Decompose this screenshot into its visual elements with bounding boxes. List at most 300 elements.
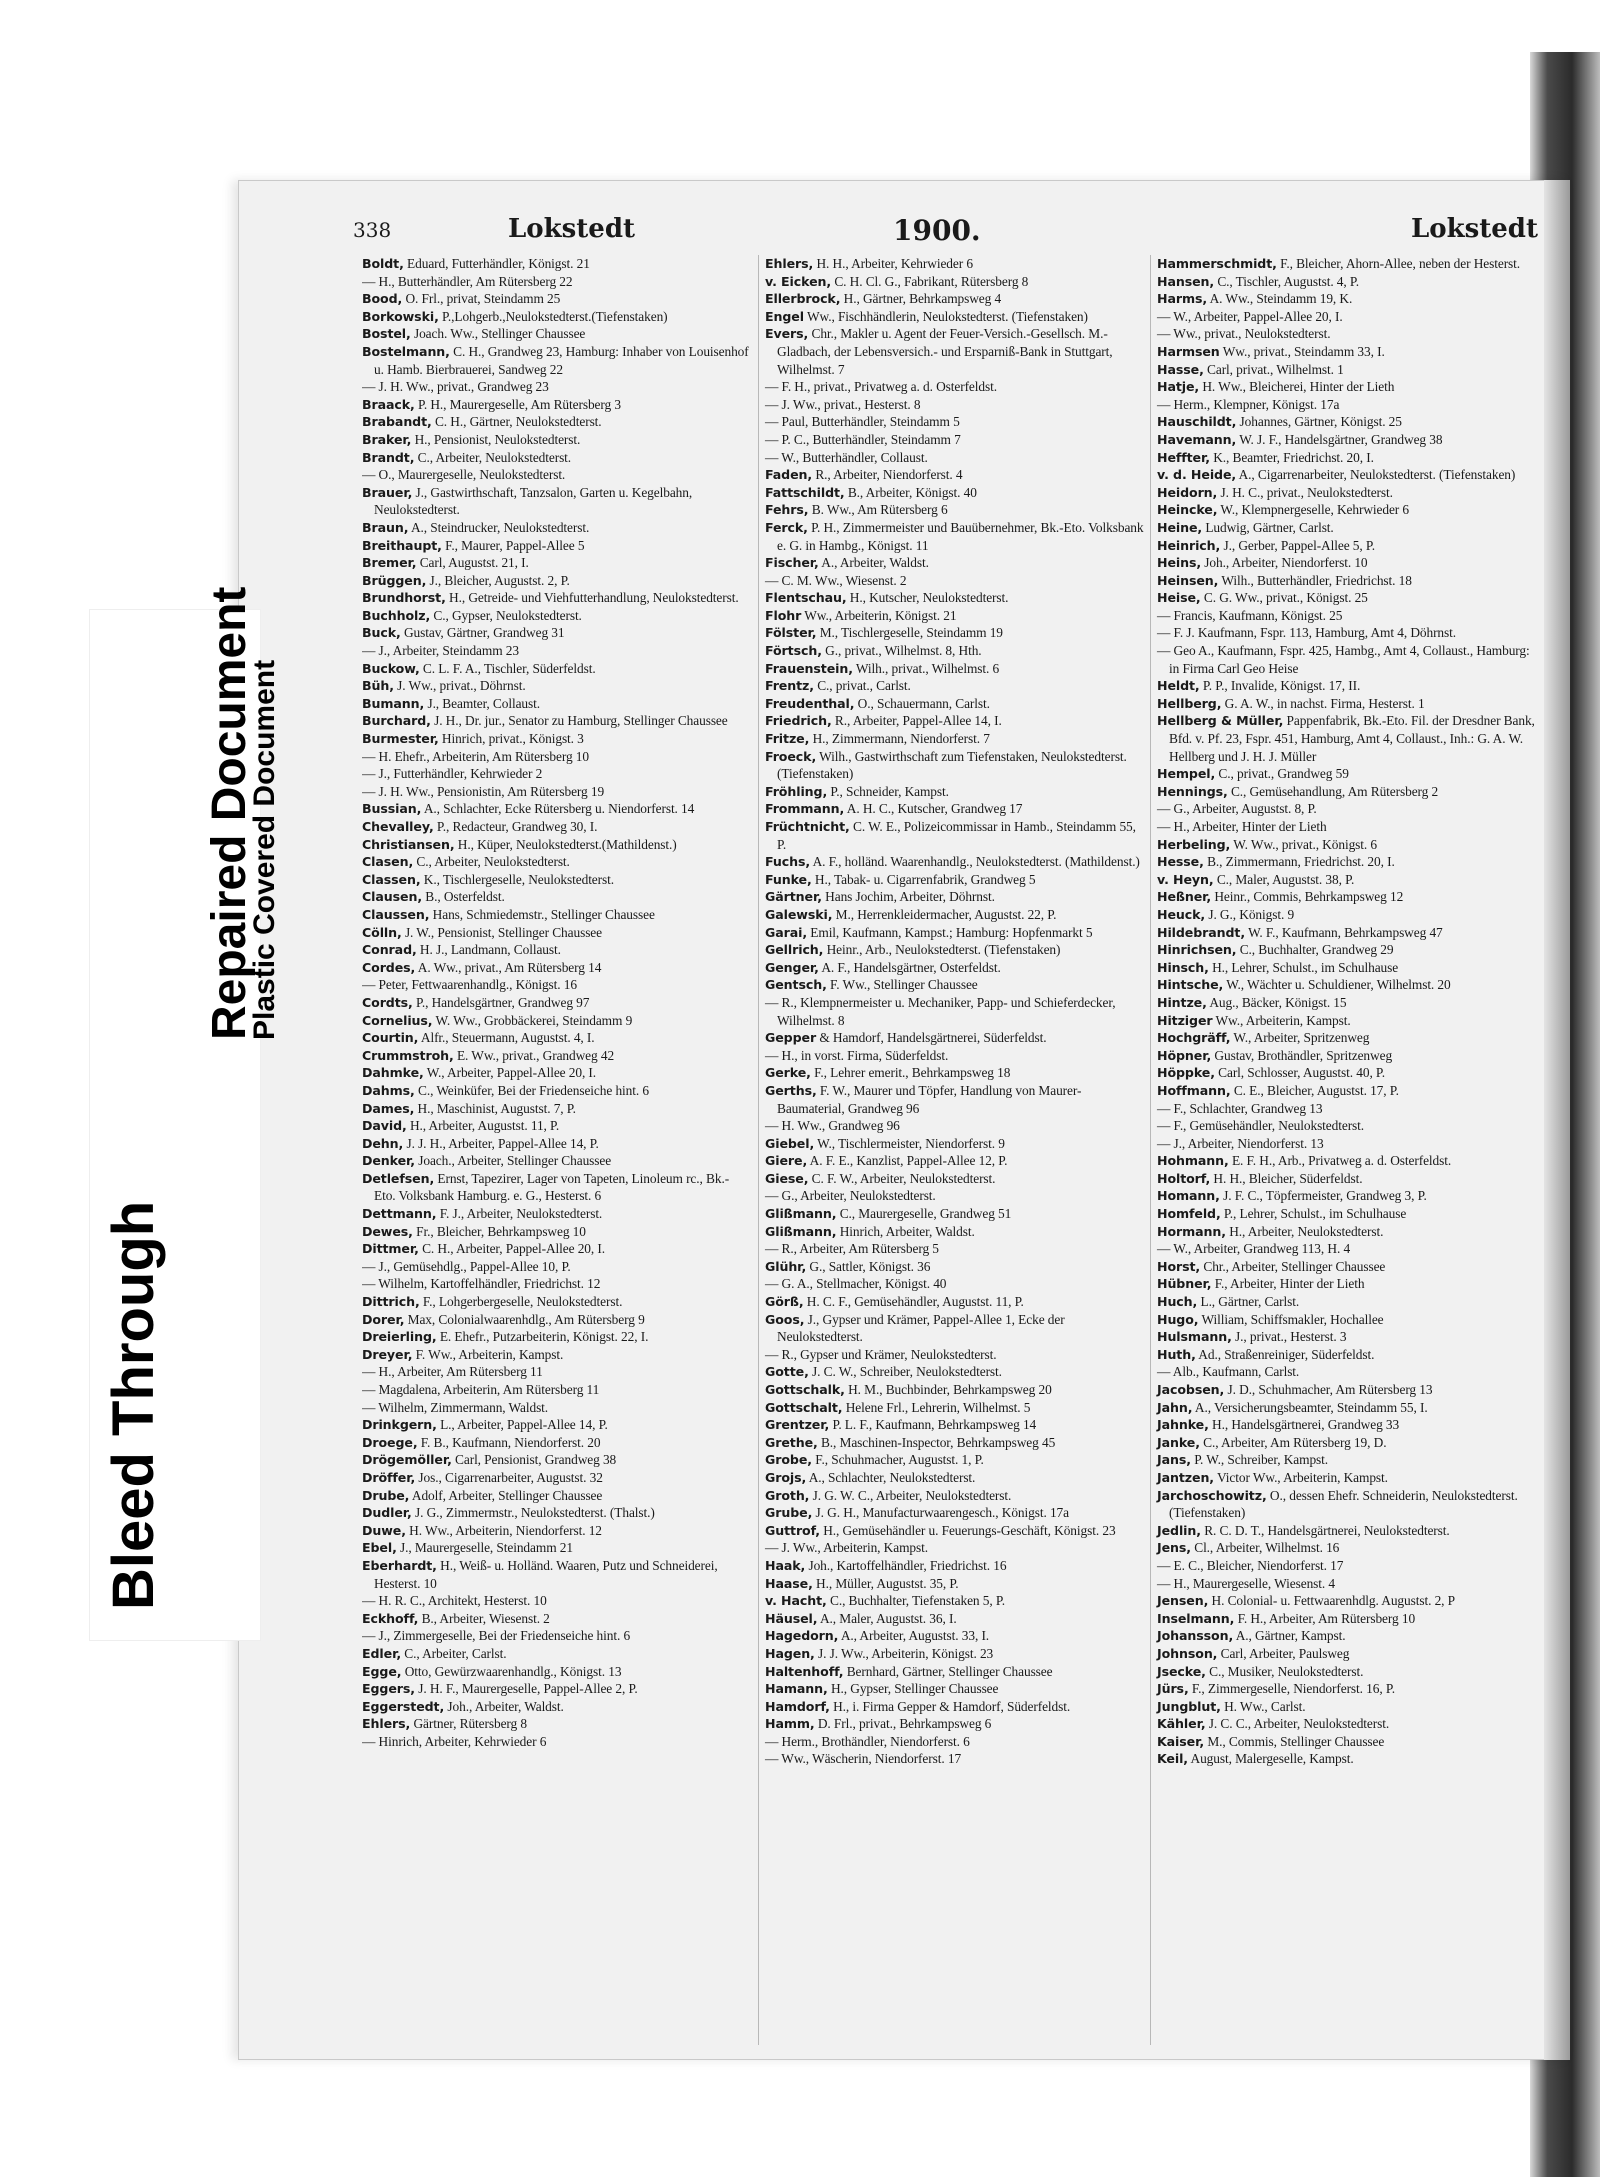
- entry-details: Bernhard, Gärtner, Stellinger Chaussee: [846, 1663, 1053, 1679]
- entry-details: D. Frl., privat., Behrkampsweg 6: [817, 1716, 992, 1732]
- entry-details: H., Lehrer, Schulst., im Schulhause: [1212, 959, 1399, 975]
- entry-surname: Brabandt,: [362, 414, 432, 430]
- entry-surname: Johansson,: [1157, 1628, 1234, 1644]
- entry-surname: Heidorn,: [1157, 484, 1218, 500]
- entry-details: C., Tischler, Augustst. 4, P.: [1217, 273, 1360, 289]
- entry-details: J. G., Zimmermstr., Neulokstedterst. (Thalst.): [415, 1505, 655, 1521]
- entry-surname: Hellberg,: [1157, 695, 1222, 711]
- entry-surname: Cornelius,: [362, 1012, 433, 1028]
- entry-details: O., dessen Ehefr. Schneiderin, Neulokstedterst. (Tiefenstaken): [1169, 1487, 1518, 1521]
- entry-details: — Wilhelm, Zimmermann, Waldst.: [362, 1399, 549, 1415]
- entry-details: J., Gypser und Krämer, Pappel-Allee 1, Ecke der Neulokstedterst.: [777, 1311, 1065, 1345]
- directory-entry: [1157, 624, 1539, 642]
- entry-surname: Glühr,: [765, 1258, 807, 1274]
- entry-details: P., Lehrer, Schulst., im Schulhause: [1223, 1206, 1407, 1222]
- directory-entry: [362, 765, 750, 783]
- directory-entry: [362, 836, 750, 854]
- entry-details: H., Weiß- u. Holländ. Waaren, Putz und Schneiderei, Hesterst. 10: [374, 1557, 718, 1591]
- entry-surname: Conrad,: [362, 942, 417, 958]
- entry-surname: Jarchoschowitz,: [1157, 1487, 1267, 1503]
- entry-details: P., Schneider, Kampst.: [830, 783, 949, 799]
- directory-entry: [362, 1715, 750, 1733]
- directory-entry: [765, 1346, 1147, 1364]
- entry-details: Ww., Fischhändlerin, Neulokstedterst. (Tiefenstaken): [806, 308, 1088, 324]
- entry-surname: Fölster,: [765, 625, 817, 641]
- directory-entry: [765, 1575, 1147, 1593]
- entry-details: — H. R. C., Architekt, Hesterst. 10: [362, 1593, 547, 1609]
- entry-details: C., Maurergeselle, Grandweg 51: [839, 1206, 1012, 1222]
- entry-details: J., Gerber, Pappel-Allee 5, P.: [1223, 537, 1376, 553]
- directory-entry: [765, 695, 1147, 713]
- entry-details: — H., Maurergeselle, Wiesenst. 4: [1157, 1575, 1335, 1591]
- entry-details: — Alb., Kaufmann, Carlst.: [1157, 1364, 1300, 1380]
- directory-entry: [765, 396, 1147, 414]
- entry-details: B., Zimmermann, Friedrichst. 20, I.: [1207, 854, 1395, 870]
- entry-details: A. H. C., Kutscher, Grandweg 17: [846, 801, 1023, 817]
- entry-surname: Brundhorst,: [362, 590, 446, 606]
- entry-details: Hans Jochim, Arbeiter, Döhrnst.: [825, 889, 995, 905]
- directory-entry: [765, 325, 1147, 378]
- entry-surname: Brüggen,: [362, 572, 427, 588]
- entry-details: Aug., Bäcker, Königst. 15: [1209, 994, 1347, 1010]
- entry-details: F. W., Maurer und Töpfer, Handlung von Maurer-Baumaterial, Grandweg 96: [777, 1082, 1082, 1116]
- directory-entry: [1157, 1363, 1539, 1381]
- directory-entry: [362, 378, 750, 396]
- entry-details: J. J. Ww., Arbeiterin, Königst. 23: [818, 1645, 994, 1661]
- directory-entry: [362, 924, 750, 942]
- entry-surname: Dittmer,: [362, 1241, 419, 1257]
- directory-entry: [765, 1451, 1147, 1469]
- directory-entry: [765, 660, 1147, 678]
- entry-details: R. C. D. T., Handelsgärtnerei, Neulokstedterst.: [1204, 1522, 1450, 1538]
- directory-entry: [362, 994, 750, 1012]
- entry-details: H. C. F., Gemüsehändler, Augustst. 11, P.: [806, 1294, 1024, 1310]
- directory-entry: [1157, 1064, 1539, 1082]
- entry-surname: Harmsen: [1157, 343, 1220, 359]
- directory-entry: [362, 1469, 750, 1487]
- entry-surname: Dettmann,: [362, 1206, 437, 1222]
- entry-details: H. H., Arbeiter, Kehrwieder 6: [816, 256, 973, 271]
- directory-entry: [1157, 519, 1539, 537]
- directory-entry: [1157, 1047, 1539, 1065]
- directory-entry: [1157, 484, 1539, 502]
- entry-surname: Jürs,: [1157, 1681, 1189, 1697]
- directory-entry: [362, 572, 750, 590]
- directory-entry: [765, 378, 1147, 396]
- directory-entry: [1157, 361, 1539, 379]
- entry-details: C. H., Gärtner, Neulokstedterst.: [434, 414, 602, 430]
- directory-entry: [362, 1522, 750, 1540]
- directory-entry: [765, 1539, 1147, 1557]
- entry-surname: Dahms,: [362, 1082, 415, 1098]
- page-binding-edge: [1544, 180, 1570, 2060]
- entry-surname: Gepper: [765, 1030, 817, 1046]
- directory-entry: [362, 1399, 750, 1417]
- directory-entry: [362, 1152, 750, 1170]
- entry-details: H., Gärtner, Behrkampsweg 4: [843, 291, 1002, 307]
- entry-surname: Hauschildt,: [1157, 414, 1237, 430]
- directory-entry: [765, 1064, 1147, 1082]
- entry-details: — J., Zimmergeselle, Bei der Friedenseiche hint. 6: [362, 1628, 631, 1644]
- directory-entry: [765, 1152, 1147, 1170]
- entry-surname: Flohr: [765, 607, 802, 623]
- directory-entry: [1157, 1663, 1539, 1681]
- directory-entry: [765, 1750, 1147, 1768]
- entry-surname: Buck,: [362, 625, 401, 641]
- entry-surname: Classen,: [362, 871, 421, 887]
- entry-details: C., Gemüsehandlung, Am Rütersberg 2: [1230, 783, 1439, 799]
- directory-entry: [362, 712, 750, 730]
- directory-entry: [1157, 906, 1539, 924]
- entry-surname: Brauer,: [362, 484, 413, 500]
- entry-surname: Inselmann,: [1157, 1610, 1235, 1626]
- entry-surname: Gentsch,: [765, 977, 827, 993]
- directory-entry: [1157, 1539, 1539, 1557]
- entry-surname: Kaiser,: [1157, 1733, 1205, 1749]
- directory-entry: [1157, 1592, 1539, 1610]
- entry-surname: Edler,: [362, 1645, 402, 1661]
- entry-surname: Heffter,: [1157, 449, 1210, 465]
- entry-surname: Höpner,: [1157, 1047, 1212, 1063]
- directory-entry: [362, 484, 750, 519]
- entry-surname: Hamdorf,: [765, 1698, 830, 1714]
- entry-surname: Gärtner,: [765, 889, 822, 905]
- directory-entry: [765, 1258, 1147, 1276]
- directory-entry: [1157, 607, 1539, 625]
- entry-surname: Chevalley,: [362, 819, 434, 834]
- directory-column-2: [758, 255, 1147, 2045]
- entry-details: H., Küper, Neulokstedterst.(Mathildenst.): [457, 836, 677, 852]
- entry-surname: Braker,: [362, 431, 412, 447]
- directory-entry: [362, 1223, 750, 1241]
- entry-surname: Haak,: [765, 1557, 806, 1573]
- entry-surname: Grentzer,: [765, 1417, 830, 1433]
- entry-details: Jos., Cigarrenarbeiter, Augustst. 32: [418, 1469, 603, 1485]
- entry-details: — Paul, Butterhändler, Steindamm 5: [765, 414, 960, 430]
- entry-details: P. P., Invalide, Königst. 17, II.: [1202, 678, 1361, 694]
- entry-surname: Fehrs,: [765, 502, 809, 518]
- directory-entry: [1157, 537, 1539, 555]
- entry-surname: Dittrich,: [362, 1294, 420, 1310]
- entry-details: — F., Schlachter, Grandweg 13: [1157, 1100, 1323, 1116]
- entry-details: A., Versicherungsbeamter, Steindamm 55, I.: [1194, 1399, 1428, 1415]
- entry-surname: Grojs,: [765, 1469, 807, 1485]
- entry-details: — W., Butterhändler, Collaust.: [765, 449, 928, 465]
- directory-entry: [362, 431, 750, 449]
- directory-entry: [362, 941, 750, 959]
- directory-entry: [1157, 1346, 1539, 1364]
- directory-entry: [765, 273, 1147, 291]
- entry-surname: Hagen,: [765, 1645, 815, 1661]
- entry-details: M., Commis, Stellinger Chaussee: [1207, 1733, 1385, 1749]
- directory-entry: [765, 924, 1147, 942]
- directory-entry: [765, 1223, 1147, 1241]
- directory-entry: [765, 888, 1147, 906]
- directory-entry: [765, 449, 1147, 467]
- directory-entry: [362, 1170, 750, 1205]
- entry-details: G. A. W., in nachst. Firma, Hesterst. 1: [1224, 695, 1425, 711]
- entry-details: H., Arbeiter, Neulokstedterst.: [1229, 1223, 1384, 1239]
- directory-entry: [765, 1610, 1147, 1628]
- entry-details: C., Arbeiter, Neulokstedterst.: [417, 449, 572, 465]
- directory-entry: [1157, 378, 1539, 396]
- directory-column-3: [1150, 255, 1539, 2045]
- directory-entry: [362, 976, 750, 994]
- entry-details: — F., Gemüsehändler, Neulokstedterst.: [1157, 1118, 1365, 1134]
- entry-details: W., Wächter u. Schuldiener, Wilhelmst. 20: [1226, 977, 1451, 993]
- directory-entry: [1157, 1575, 1539, 1593]
- entry-details: P., Handelsgärtner, Grandweg 97: [415, 994, 590, 1010]
- directory-entry: [765, 1698, 1147, 1716]
- entry-surname: Höppke,: [1157, 1065, 1215, 1081]
- entry-surname: Bumann,: [362, 695, 425, 711]
- entry-surname: Johnson,: [1157, 1645, 1218, 1661]
- entry-details: Ww., Arbeiterin, Königst. 21: [804, 607, 957, 623]
- directory-entry: [362, 959, 750, 977]
- entry-details: H., Müller, Augustst. 35, P.: [816, 1575, 959, 1591]
- entry-details: J., Beamter, Collaust.: [427, 695, 541, 711]
- entry-surname: Faden,: [765, 467, 813, 483]
- directory-entry: [765, 1205, 1147, 1223]
- directory-entry: [1157, 853, 1539, 871]
- directory-entry: [765, 1434, 1147, 1452]
- directory-entry: [362, 255, 750, 273]
- directory-entry: [1157, 871, 1539, 889]
- entry-surname: Braack,: [362, 396, 415, 412]
- directory-entry: [1157, 1258, 1539, 1276]
- entry-details: Gärtner, Rütersberg 8: [413, 1716, 527, 1732]
- directory-entry: [362, 1557, 750, 1592]
- entry-details: G., privat., Wilhelmst. 8, Hth.: [825, 643, 982, 659]
- entry-details: G., Sattler, Königst. 36: [809, 1258, 931, 1274]
- entry-details: Johannes, Gärtner, Königst. 25: [1239, 414, 1402, 430]
- label-repaired-document: Repaired Document: [203, 586, 256, 1040]
- entry-surname: Holtorf,: [1157, 1170, 1211, 1186]
- directory-entry: [1157, 1715, 1539, 1733]
- entry-details: H. Ww., Bleicherei, Hinter der Lieth: [1202, 379, 1395, 395]
- directory-entry: [362, 1663, 750, 1681]
- directory-entry: [1157, 1698, 1539, 1716]
- entry-details: Helene Frl., Lehrerin, Wilhelmst. 5: [845, 1399, 1031, 1415]
- entry-details: A., Steindrucker, Neulokstedterst.: [410, 519, 590, 535]
- entry-surname: Büh,: [362, 678, 394, 694]
- directory-entry: [765, 1715, 1147, 1733]
- directory-entry: [765, 783, 1147, 801]
- entry-details: F., Schuhmacher, Augustst. 1, P.: [815, 1452, 984, 1468]
- entry-details: C., Buchhalter, Tiefenstaken 5, P.: [829, 1593, 1005, 1609]
- directory-entry: [1157, 1434, 1539, 1452]
- entry-details: Hans, Schmiedemstr., Stellinger Chaussee: [432, 906, 655, 922]
- directory-entry: [765, 1363, 1147, 1381]
- entry-surname: Hinrichsen,: [1157, 942, 1237, 958]
- entry-details: Ww., privat., Steindamm 33, I.: [1222, 343, 1385, 359]
- entry-details: A., Arbeiter, Augustst. 33, I.: [840, 1628, 990, 1644]
- entry-details: J., Bleicher, Augustst. 2, P.: [429, 572, 570, 588]
- entry-details: H., Gemüsehändler u. Feuerungs-Geschäft, Königst. 23: [823, 1522, 1116, 1538]
- entry-details: A. Ww., privat., Am Rütersberg 14: [417, 959, 602, 975]
- entry-details: R., Arbeiter, Pappel-Allee 14, I.: [834, 713, 1002, 729]
- entry-surname: Hellberg & Müller,: [1157, 713, 1284, 729]
- entry-details: William, Schiffsmakler, Hochallee: [1201, 1311, 1384, 1327]
- entry-details: — R., Gypser und Krämer, Neulokstedterst.: [765, 1346, 997, 1362]
- entry-details: Fr., Bleicher, Behrkampsweg 10: [416, 1223, 586, 1239]
- entry-details: C., Arbeiter, Neulokstedterst.: [416, 854, 570, 870]
- entry-details: — Herm., Brothändler, Niendorferst. 6: [765, 1733, 970, 1749]
- entry-details: C., privat., Carlst.: [817, 678, 911, 694]
- entry-details: — J., Gemüsehdlg., Pappel-Allee 10, P.: [362, 1258, 571, 1274]
- directory-entry: [362, 1064, 750, 1082]
- entry-details: J. G., Königst. 9: [1208, 906, 1295, 922]
- directory-entry: [362, 413, 750, 431]
- entry-details: — O., Maurergeselle, Neulokstedterst.: [362, 467, 566, 483]
- directory-entry: [1157, 836, 1539, 854]
- entry-surname: Jans,: [1157, 1452, 1191, 1468]
- entry-surname: Groth,: [765, 1487, 810, 1503]
- directory-entry: [765, 818, 1147, 853]
- entry-details: — Wilhelm, Kartoffelhändler, Friedrichst. 12: [362, 1276, 601, 1292]
- directory-entry: [765, 308, 1147, 326]
- entry-details: F., Maurer, Pappel-Allee 5: [445, 537, 585, 553]
- entry-details: J. H., Dr. jur., Senator zu Hamburg, Stellinger Chaussee: [434, 713, 728, 729]
- entry-surname: Dehn,: [362, 1135, 404, 1151]
- entry-details: — G., Arbeiter, Augustst. 8, P.: [1157, 801, 1317, 817]
- entry-surname: Dorer,: [362, 1311, 405, 1327]
- label-plastic-covered: Plastic Covered Document: [248, 659, 281, 1040]
- directory-entry: [362, 1135, 750, 1153]
- directory-entry: [362, 1275, 750, 1293]
- entry-surname: Dreyer,: [362, 1346, 413, 1362]
- directory-entry: [362, 888, 750, 906]
- entry-details: J. G. H., Manufacturwaarengesch., Königst. 17a: [815, 1505, 1069, 1521]
- entry-surname: Hamm,: [765, 1716, 815, 1732]
- entry-details: — Hinrich, Arbeiter, Kehrwieder 6: [362, 1733, 547, 1749]
- entry-surname: Förtsch,: [765, 643, 822, 659]
- directory-entry: [1157, 1240, 1539, 1258]
- entry-details: — J., Futterhändler, Kehrwieder 2: [362, 766, 543, 782]
- directory-entry: [765, 1170, 1147, 1188]
- directory-entry: [1157, 994, 1539, 1012]
- entry-surname: Giese,: [765, 1170, 809, 1186]
- entry-surname: Hintsche,: [1157, 977, 1224, 993]
- directory-entry: [1157, 1082, 1539, 1100]
- directory-entry: [1157, 1416, 1539, 1434]
- entry-details: C. H. Cl. G., Fabrikant, Rütersberg 8: [834, 273, 1029, 289]
- entry-details: A., Maler, Augustst. 36, I.: [819, 1610, 957, 1626]
- entry-surname: Hitziger: [1157, 1012, 1213, 1028]
- entry-surname: Cordes,: [362, 959, 416, 975]
- entry-details: C. H., Arbeiter, Pappel-Allee 20, I.: [422, 1241, 605, 1257]
- entry-surname: Haase,: [765, 1575, 813, 1591]
- entry-details: E. Ww., privat., Grandweg 42: [456, 1047, 615, 1063]
- entry-surname: Friedrich,: [765, 713, 832, 729]
- entry-details: B., Arbeiter, Wiesenst. 2: [421, 1610, 550, 1626]
- directory-entry: [765, 712, 1147, 730]
- entry-surname: v. Heyn,: [1157, 871, 1214, 887]
- directory-entry: [362, 1451, 750, 1469]
- directory-entry: [362, 906, 750, 924]
- entry-details: Victor Ww., Arbeiterin, Kampst.: [1217, 1469, 1388, 1485]
- directory-entry: [1157, 466, 1539, 484]
- entry-surname: Clasen,: [362, 854, 414, 870]
- entry-details: H., Maschinist, Augustst. 7, P.: [417, 1100, 576, 1116]
- entry-details: C., Maler, Augustst. 38, P.: [1216, 871, 1355, 887]
- entry-surname: Goos,: [765, 1311, 805, 1327]
- directory-entry: [1157, 783, 1539, 801]
- entry-details: Hinrich, privat., Königst. 3: [441, 731, 584, 747]
- entry-details: C. E., Bleicher, Augustst. 17, P.: [1233, 1082, 1399, 1098]
- entry-details: — H., Arbeiter, Hinter der Lieth: [1157, 819, 1327, 834]
- directory-entry: [765, 1680, 1147, 1698]
- directory-entry: [362, 1504, 750, 1522]
- entry-surname: Braun,: [362, 519, 409, 535]
- directory-entry: [1157, 1522, 1539, 1540]
- entry-surname: Eggers,: [362, 1681, 415, 1697]
- directory-entry: [765, 1663, 1147, 1681]
- directory-entry: [362, 1047, 750, 1065]
- entry-details: C., Gypser, Neulokstedterst.: [433, 607, 582, 623]
- entry-details: A., Gärtner, Kampst.: [1235, 1628, 1346, 1644]
- directory-entry: [362, 1610, 750, 1628]
- entry-details: A., Cigarrenarbeiter, Neulokstedterst. (Tiefenstaken): [1238, 467, 1516, 483]
- entry-details: — Herm., Klempner, Königst. 17a: [1157, 396, 1340, 412]
- entry-surname: Görß,: [765, 1294, 804, 1310]
- entry-surname: Bostelmann,: [362, 343, 450, 359]
- directory-entry: [765, 1082, 1147, 1117]
- entry-surname: Fritze,: [765, 731, 810, 747]
- entry-details: W. F., Kaufmann, Behrkampsweg 47: [1248, 924, 1443, 940]
- entry-surname: Heincke,: [1157, 502, 1218, 518]
- entry-surname: Homann,: [1157, 1188, 1220, 1204]
- entry-surname: Jsecke,: [1157, 1663, 1206, 1679]
- entry-surname: Harms,: [1157, 291, 1208, 307]
- directory-entry: [1157, 1733, 1539, 1751]
- directory-entry: [1157, 1328, 1539, 1346]
- entry-surname: Burmester,: [362, 731, 439, 747]
- entry-details: H., Tabak- u. Cigarrenfabrik, Grandweg 5: [814, 871, 1036, 887]
- entry-details: P. W., Schreiber, Kampst.: [1194, 1452, 1329, 1468]
- directory-entry: [1157, 343, 1539, 361]
- entry-details: O., Schauermann, Carlst.: [857, 695, 990, 711]
- entry-details: E. F. H., Arb., Privatweg a. d. Osterfeldst.: [1231, 1153, 1452, 1169]
- directory-entry: [1157, 1381, 1539, 1399]
- entry-details: — J. Ww., privat., Hesterst. 8: [765, 396, 921, 412]
- entry-details: H. M., Buchbinder, Behrkampsweg 20: [848, 1382, 1052, 1397]
- directory-entry: [1157, 1205, 1539, 1223]
- entry-details: P.,Lohgerb.,Neulokstedterst.(Tiefenstaken): [442, 308, 668, 324]
- entry-details: H. Colonial- u. Fettwaarenhdlg. Augustst. 2, P: [1211, 1593, 1456, 1609]
- entry-details: W., Tischlermeister, Niendorferst. 9: [817, 1135, 1005, 1151]
- entry-details: B., Arbeiter, Königst. 40: [847, 484, 977, 500]
- entry-surname: Bussian,: [362, 801, 422, 817]
- directory-entry: [765, 1557, 1147, 1575]
- directory-entry: [1157, 1311, 1539, 1329]
- entry-surname: Fischer,: [765, 555, 819, 571]
- entry-details: Max, Colonialwaarenhdlg., Am Rütersberg 9: [407, 1311, 645, 1327]
- entry-surname: Homfeld,: [1157, 1206, 1221, 1222]
- entry-surname: Huch,: [1157, 1294, 1198, 1310]
- entry-surname: Grethe,: [765, 1434, 818, 1450]
- entry-surname: Boldt,: [362, 256, 404, 271]
- directory-entry: [1157, 1750, 1539, 1768]
- entry-surname: Häusel,: [765, 1610, 818, 1626]
- entry-surname: Heise,: [1157, 590, 1201, 606]
- entry-surname: Hochgräff,: [1157, 1030, 1231, 1046]
- entry-surname: Herbeling,: [1157, 836, 1231, 852]
- directory-entry: [362, 800, 750, 818]
- entry-details: A. F., Handelsgärtner, Osterfeldst.: [821, 959, 1001, 975]
- entry-surname: Hübner,: [1157, 1276, 1212, 1292]
- directory-entry: [765, 1733, 1147, 1751]
